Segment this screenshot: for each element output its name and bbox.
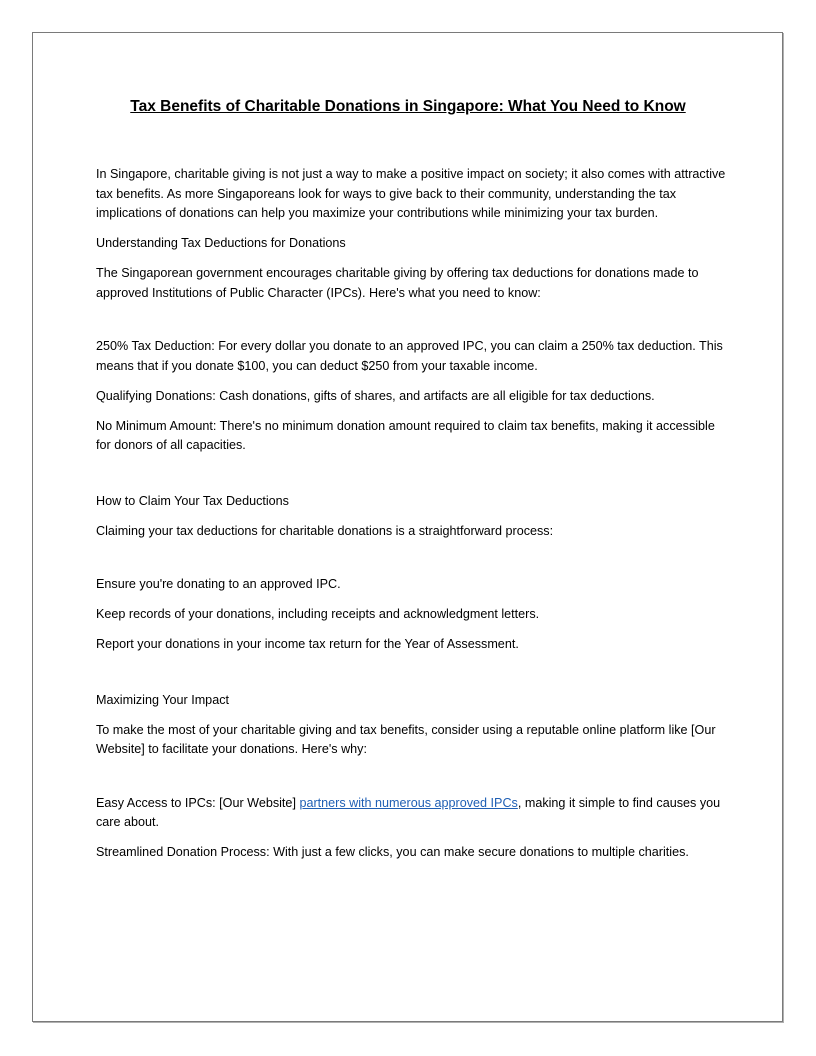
list-item: 250% Tax Deduction: For every dollar you donate to an approved IPC, you can claim a 250% tax deduction. This means that if you donate $100, you can deduct $250 from your taxable income. (96, 339, 723, 373)
list-item-text: , making it simple to find causes you care about. (96, 795, 721, 829)
page-title: Tax Benefits of Charitable Donations in Singapore: What You Need to Know (130, 98, 686, 115)
list-item (96, 794, 726, 833)
impact-paragraph: To make the most of your charitable giving and tax benefits, consider using a reputable online platform like [Our Website] to facilitate your donations. Here's why: (96, 722, 716, 756)
list-item: Streamlined Donation Process: With just a few clicks, you can make secure donations to multiple charities. (96, 845, 689, 859)
ipc-partners-link[interactable]: partners with numerous approved IPCs (299, 795, 518, 810)
section-heading-impact: Maximizing Your Impact (96, 692, 229, 707)
list-item-text: Easy Access to IPCs: [Our Website] (96, 795, 300, 810)
list-item: Report your donations in your income tax return for the Year of Assessment. (96, 637, 519, 651)
list-item: No Minimum Amount: There's no minimum donation amount required to claim tax benefits, making it accessible for donors of all capacities. (96, 418, 715, 452)
intro-paragraph: In Singapore, charitable giving is not just a way to make a positive impact on society; it also comes with attractive tax benefits. As more Singaporeans look for ways to give back to their community, understanding the tax implications of donations can help you maximize your contributions while minimizing your tax burden. (96, 167, 726, 220)
claim-paragraph: Claiming your tax deductions for charitable donations is a straightforward process: (96, 523, 554, 538)
list-item: Qualifying Donations: Cash donations, gifts of shares, and artifacts are all eligible for tax deductions. (96, 388, 655, 403)
deductions-paragraph: The Singaporean government encourages charitable giving by offering tax deductions for donations made to approved Institutions of Public Character (IPCs). Here's what you need to know: (96, 266, 699, 300)
document-body (96, 165, 726, 873)
section-heading-deductions: Understanding Tax Deductions for Donations (96, 236, 346, 250)
list-item: Ensure you're donating to an approved IPC. (96, 577, 341, 591)
section-heading-claim: How to Claim Your Tax Deductions (96, 493, 289, 508)
list-item: Keep records of your donations, including receipts and acknowledgment letters. (96, 607, 540, 621)
